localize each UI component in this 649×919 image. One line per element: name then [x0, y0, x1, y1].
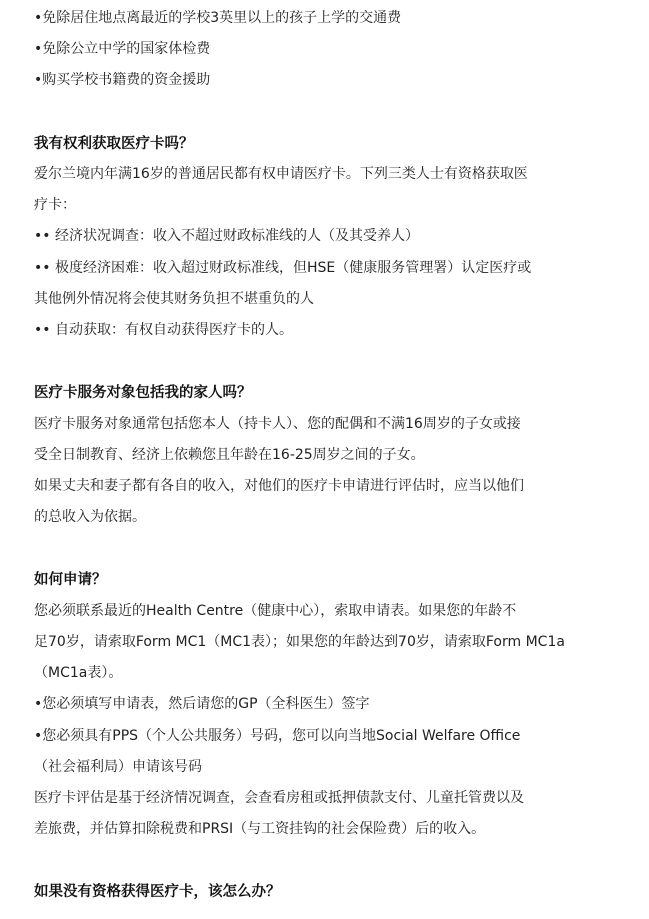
- bullet-fill-form: •您必须填写申请表，然后请您的GP（全科医生）签字: [34, 696, 370, 712]
- paragraph-line: 医疗卡服务对象通常包括您本人（持卡人）、您的配偶和不满16周岁的子女或接: [34, 416, 521, 432]
- bullet-book-fee-aid: •购买学校书籍费的资金援助: [34, 72, 211, 88]
- bullet-automatic: •• 自动获取：有权自动获得医疗卡的人。: [34, 322, 293, 338]
- paragraph-line: 足70岁，请索取Form MC1（MC1表）；如果您的年龄达到70岁，请索取Form MC1a: [34, 634, 565, 650]
- bullet-transport-fee-exemption: •免除居住地点离最近的学校3英里以上的孩子上学的交通费: [34, 10, 402, 26]
- paragraph-line: 如果丈夫和妻子都有各自的收入，对他们的医疗卡申请进行评估时，应当以他们: [34, 478, 524, 494]
- paragraph-line: 其他例外情况将会使其财务负担不堪重负的人: [34, 291, 314, 307]
- bullet-means-test: •• 经济状况调查：收入不超过财政标准线的人（及其受养人）: [34, 228, 419, 244]
- paragraph-line: 医疗卡评估是基于经济情况调查，会查看房租或抵押债款支付、儿童托管费以及: [34, 790, 524, 806]
- section-heading-how-to-apply: 如何申请？: [34, 572, 107, 588]
- paragraph-line: 疗卡：: [34, 197, 76, 213]
- paragraph-line: 受全日制教育、经济上依赖您且年龄在16-25周岁之间的子女。: [34, 447, 425, 463]
- bullet-hardship: •• 极度经济困难：收入超过财政标准线，但HSE（健康服务管理署）认定医疗或: [34, 260, 532, 276]
- paragraph-line: 差旅费，并估算扣除税费和PRSI（与工资挂钩的社会保险费）后的收入。: [34, 821, 486, 837]
- paragraph-line: 的总收入为依据。: [34, 509, 146, 525]
- section-heading-not-eligible: 如果没有资格获得医疗卡，该怎么办？: [34, 884, 281, 900]
- paragraph-line: 爱尔兰境内年满16岁的普通居民都有权申请医疗卡。下列三类人士有资格获取医: [34, 166, 528, 182]
- paragraph-line: （社会福利局）申请该号码: [34, 759, 202, 775]
- section-heading-eligibility: 我有权利获取医疗卡吗？: [34, 136, 194, 152]
- section-heading-family: 医疗卡服务对象包括我的家人吗？: [34, 385, 252, 401]
- bullet-pps-number: •您必须具有PPS（个人公共服务）号码，您可以向当地Social Welfare Office: [34, 728, 521, 744]
- bullet-health-check-exemption: •免除公立中学的国家体检费: [34, 41, 211, 57]
- paragraph-line: （MC1a表）。: [34, 665, 123, 681]
- paragraph-line: 您必须联系最近的Health Centre（健康中心），索取申请表。如果您的年龄不: [34, 603, 517, 619]
